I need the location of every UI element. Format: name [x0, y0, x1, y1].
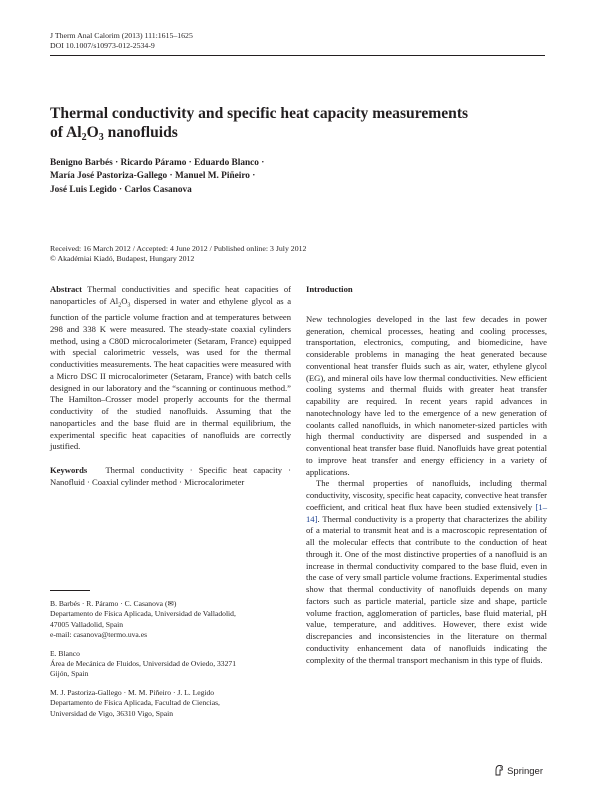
affiliation-oviedo: E. Blanco Área de Mecánica de Fluidos, Universidad de Oviedo, 33271 Gijón, Spain [50, 648, 236, 679]
copyright-line: © Akadémiai Kiadó, Budapest, Hungary 2012 [50, 254, 195, 264]
corresponding-email[interactable]: e-mail: casanova@termo.uva.es [50, 630, 148, 640]
running-header [50, 31, 193, 51]
article-title [50, 104, 520, 142]
intro-paragraph-2: The thermal properties of nanofluids, including thermal conductivity, viscosity, specific heat capacity, convective heat transfer coefficient, and critical heat flux have been studied extensively [1–14]. Thermal conductivity is a property that characterizes the ability of a material to transmit heat and is a macroscopic representation of all the molecular effects that contribute to the conduction of heat through it. One of the most distinctive properties of a nanofluid is an increase in thermal conductivity compared to the base fluid, even in the case of very small particle volume fractions. Experimental studies show that thermal conductivity of nanofluids depends on many factors such as particle material, particle size and shape, particle volume fraction, agglomeration of particles, base fluid material, pH value, temperature, and additives. However, there exist wide discrepancies and inconsistencies in the literature on thermal conductivity enhancement data of nanofluids indicating the complexity of the thermal transport mechanism in this type of fluids. [306, 478, 547, 665]
authors-line-1: Benigno Barbés · Ricardo Páramo · Eduardo Blanco · [50, 158, 265, 168]
journal-citation: J Therm Anal Calorim (2013) 111:1615–1625 [50, 31, 193, 40]
affiliation-rule [50, 590, 90, 591]
publication-history [50, 244, 306, 264]
springer-horse-icon [494, 764, 504, 779]
abstract-heading: Abstract [50, 284, 82, 294]
right-column [306, 284, 547, 666]
header-rule [50, 55, 545, 56]
authors-line-2: María José Pastoriza-Gallego · Manuel M. Piñeiro · [50, 171, 256, 182]
abstract: Abstract Thermal conductivities and specific heat capacities of nanoparticles of $Al_2O_3$ dispersed in water and ethylene glycol as a function of the particle volume fraction and at temperatures between 298 and 338 K were measured. The steady-state coaxial cylinders method, using a C80D microcalorimeter (Setaram, France) equipped with special calorimetric vessels, was used for the thermal conductivities measurements. The heat capacities were measured with a Micro DSC II microcalorimeter (Setaram, France) with batch cells designed in our laboratory and the “scanning or continuous method.” The Hamilton–Crosser model properly accounts for the thermal conductivity of the studied nanofluids. Assuming that the nanoparticles and the base fluid are in thermal equilibrium, the experimental specific heat capacities of nanofluids are correctly justified. [50, 284, 292, 452]
affiliation-valladolid: B. Barbés · R. Páramo · C. Casanova (✉) Departamento de Física Aplicada, Universidad de Valladolid, 47005 Valladolid, Spain e-mail: casanova@termo.uva.es [50, 599, 291, 641]
keywords [50, 465, 291, 489]
introduction-heading: Introduction [306, 284, 353, 294]
left-column [50, 284, 291, 489]
authors-line-3: José Luis Legido · Carlos Casanova [50, 184, 192, 195]
author-list [50, 157, 264, 197]
title-line-1: Thermal conductivity and specific heat capacity measurements [50, 105, 469, 122]
doi[interactable]: DOI 10.1007/s10973-012-2534-9 [50, 41, 155, 51]
dates-line: Received: 16 March 2012 / Accepted: 4 June 2012 / Published online: 3 July 2012 [50, 244, 307, 253]
affiliations [50, 599, 291, 727]
title-line-2: of $Al_2O_3$ nanofluids [50, 124, 178, 143]
citation-link[interactable]: [1–14] [306, 501, 547, 524]
keywords-heading: Keywords [50, 465, 88, 476]
intro-paragraph-1: New technologies developed in the last few decades in power generation, chemical processes, heating and cooling processes, transportation, electronics, computing, and biomedicine, have considerable problems in managing the heat generated because conventional heat transfer fluids such as air, water, ethylene glycol (EG), and mineral oils have low thermal conductivities. New efficient cooling systems and thermal fluids with greater heat transfer capability are required. In recent years rapid advances in nanotechnology have led to the emergence of a new generation of coolants called nanofluids, in which nanometer-sized particles with high thermal conductivity are dispersed and suspended in a conventional heat transfer base fluid. Nanofluids have great potential to improve heat transfer and energy efficiency in a variety of applications. [306, 313, 547, 477]
publisher-name: Springer [507, 766, 543, 777]
keywords-text: Thermal conductivity · Specific heat capacity · Nanofluid · Coaxial cylinder method · Microcalorimeter [50, 465, 291, 487]
affiliation-vigo: M. J. Pastoriza-Gallego · M. M. Piñeiro · J. L. Legido Departamento de Física Aplicada, Facultad de Ciencias, Universidad de Vigo, 36310 Vigo, Spain [50, 687, 220, 718]
publisher-logo [494, 764, 543, 779]
